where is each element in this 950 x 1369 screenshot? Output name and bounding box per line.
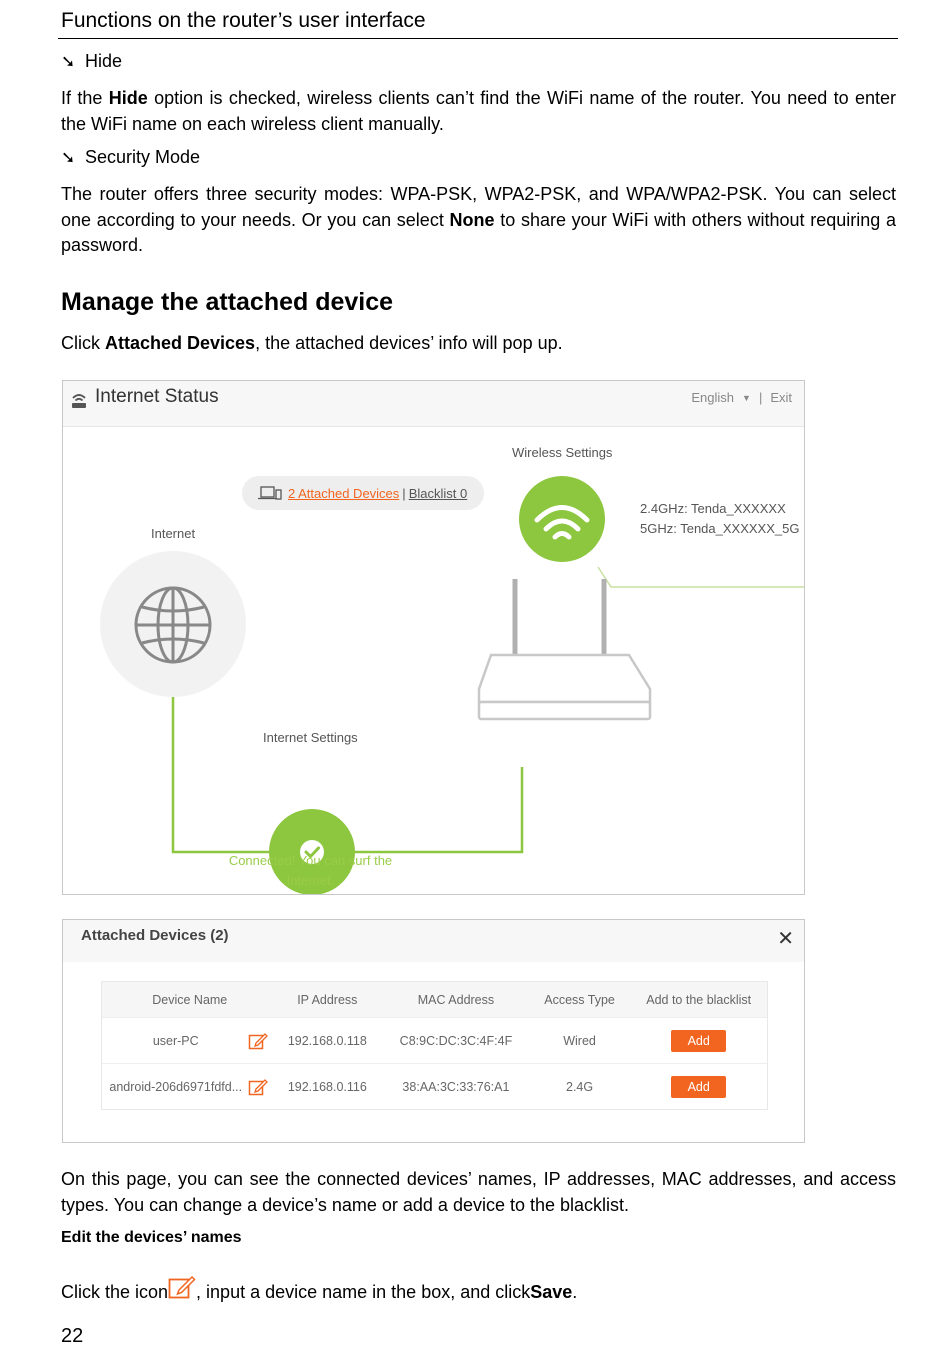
blacklist-link[interactable]: Blacklist 0 <box>408 485 468 501</box>
internet-line <box>173 697 269 852</box>
security-paragraph <box>61 182 896 259</box>
col-device-name-label: Device Name <box>152 992 228 1007</box>
wifi-24-label: 2.4GHz: Tenda_XXXXXX <box>640 501 786 516</box>
attached-devices-title: Attached Devices (2) <box>81 927 229 944</box>
attached-devices-link[interactable]: 2 Attached Devices <box>288 485 400 501</box>
security-bullet-label: Security Mode <box>85 147 201 167</box>
manage-intro-bold: Attached Devices <box>105 333 256 353</box>
ip-cell: 192.168.0.118 <box>287 1033 367 1048</box>
ip-cell: 192.168.0.116 <box>287 1079 367 1094</box>
internet-status-title: Internet Status <box>95 386 219 407</box>
blacklist-cell <box>630 1076 767 1098</box>
lang-separator: | <box>758 390 763 405</box>
link-separator: | <box>402 485 406 501</box>
router-icon <box>479 579 650 719</box>
caret-down-icon[interactable]: ▼ <box>742 392 751 403</box>
wifi-info <box>640 499 799 539</box>
connection-status-line1: Connected! You can surf the <box>228 853 393 868</box>
device-name: user-PC <box>152 1033 199 1048</box>
language-select[interactable]: English <box>691 390 735 405</box>
hide-paragraph <box>61 86 896 137</box>
globe-icon <box>136 588 210 662</box>
security-bullet <box>61 147 200 168</box>
page-number: 22 <box>61 1325 84 1347</box>
col-mac: MAC Address <box>417 992 495 1007</box>
header-rule <box>58 38 898 39</box>
attached-devices-pill <box>242 476 484 510</box>
router-line <box>351 767 522 852</box>
access-type-cell: Wired <box>563 1033 596 1048</box>
click-end: . <box>572 1282 578 1302</box>
internet-status-topbar <box>63 381 804 427</box>
internet-settings-label[interactable]: Internet Settings <box>263 730 358 745</box>
wireless-settings-label[interactable]: Wireless Settings <box>512 445 613 460</box>
table-row <box>102 1063 767 1109</box>
connection-status-line2: Internet. <box>286 873 335 888</box>
col-access-type: Access Type <box>544 992 615 1007</box>
close-icon[interactable]: ✕ <box>777 928 794 950</box>
hide-para-bold: Hide <box>108 88 148 108</box>
language-bar <box>691 390 792 405</box>
hide-bullet <box>61 51 122 72</box>
hide-para-prefix: If the <box>61 88 109 108</box>
device-name-cell <box>102 1032 272 1050</box>
edit-names-heading: Edit the devices’ names <box>61 1229 242 1246</box>
col-ip: IP Address <box>297 992 358 1007</box>
internet-status-screenshot <box>62 380 805 895</box>
click-bold: Save <box>530 1282 573 1302</box>
col-device-name <box>102 993 272 1007</box>
add-to-blacklist-button[interactable]: Add <box>671 1030 726 1052</box>
manage-intro-prefix: Click <box>61 333 105 353</box>
access-type-cell: 2.4G <box>566 1079 594 1094</box>
running-header: Functions on the router’s user interface <box>61 9 426 32</box>
internet-label: Internet <box>151 526 196 541</box>
device-name: android-206d6971fdfd... <box>109 1079 243 1094</box>
arrow-bullet-icon: ➘ <box>61 51 76 71</box>
col-blacklist: Add to the blacklist <box>646 992 752 1007</box>
add-to-blacklist-button[interactable]: Add <box>671 1076 726 1098</box>
hide-bullet-label: Hide <box>85 51 123 71</box>
mac-cell: 38:AA:3C:33:76:A1 <box>402 1079 510 1094</box>
blacklist-cell <box>630 1030 767 1052</box>
edit-icon[interactable] <box>248 1032 268 1050</box>
device-name-cell <box>102 1078 272 1096</box>
table-header <box>102 982 767 1017</box>
internet-status-icon <box>69 389 89 411</box>
manage-intro-suffix: , the attached devices’ info will pop up. <box>255 333 563 353</box>
click-middle: , input a device name in the box, and click <box>196 1282 531 1302</box>
attached-devices-header <box>63 920 804 962</box>
table-row <box>102 1017 767 1063</box>
wifi-line <box>598 567 804 587</box>
exit-link[interactable]: Exit <box>770 390 792 405</box>
devices-table <box>101 981 768 1110</box>
security-para-bold: None <box>449 209 495 230</box>
security-para-suffix: to share your WiFi with others without requiring a password. <box>61 209 897 255</box>
security-para-prefix: The router offers three security modes: WPA-PSK, WPA2-PSK, and WPA/WPA2-PSK. You can select one according to your needs. Or you can select <box>61 184 896 230</box>
click-instruction <box>61 1273 577 1303</box>
edit-icon[interactable] <box>248 1078 268 1096</box>
hide-para-suffix: option is checked, wireless clients can’t find the WiFi name of the router. You need to enter the WiFi name on each wireless client manually. <box>61 88 896 134</box>
click-prefix: Click the icon <box>61 1282 169 1302</box>
arrow-bullet-icon: ➘ <box>61 147 76 167</box>
attached-devices-screenshot <box>62 919 805 1143</box>
mac-cell: C8:9C:DC:3C:4F:4F <box>399 1033 513 1048</box>
manage-intro <box>61 331 896 357</box>
after-paragraph: On this page, you can see the connected devices’ names, IP addresses, MAC addresses, and access types. You can change a device’s name or add a device to the blacklist. <box>61 1169 896 1215</box>
connection-status <box>213 851 408 891</box>
wifi-5-label: 5GHz: Tenda_XXXXXX_5G <box>640 521 800 536</box>
section-title: Manage the attached device <box>61 288 394 316</box>
devices-icon <box>258 486 282 500</box>
edit-icon <box>168 1273 196 1300</box>
